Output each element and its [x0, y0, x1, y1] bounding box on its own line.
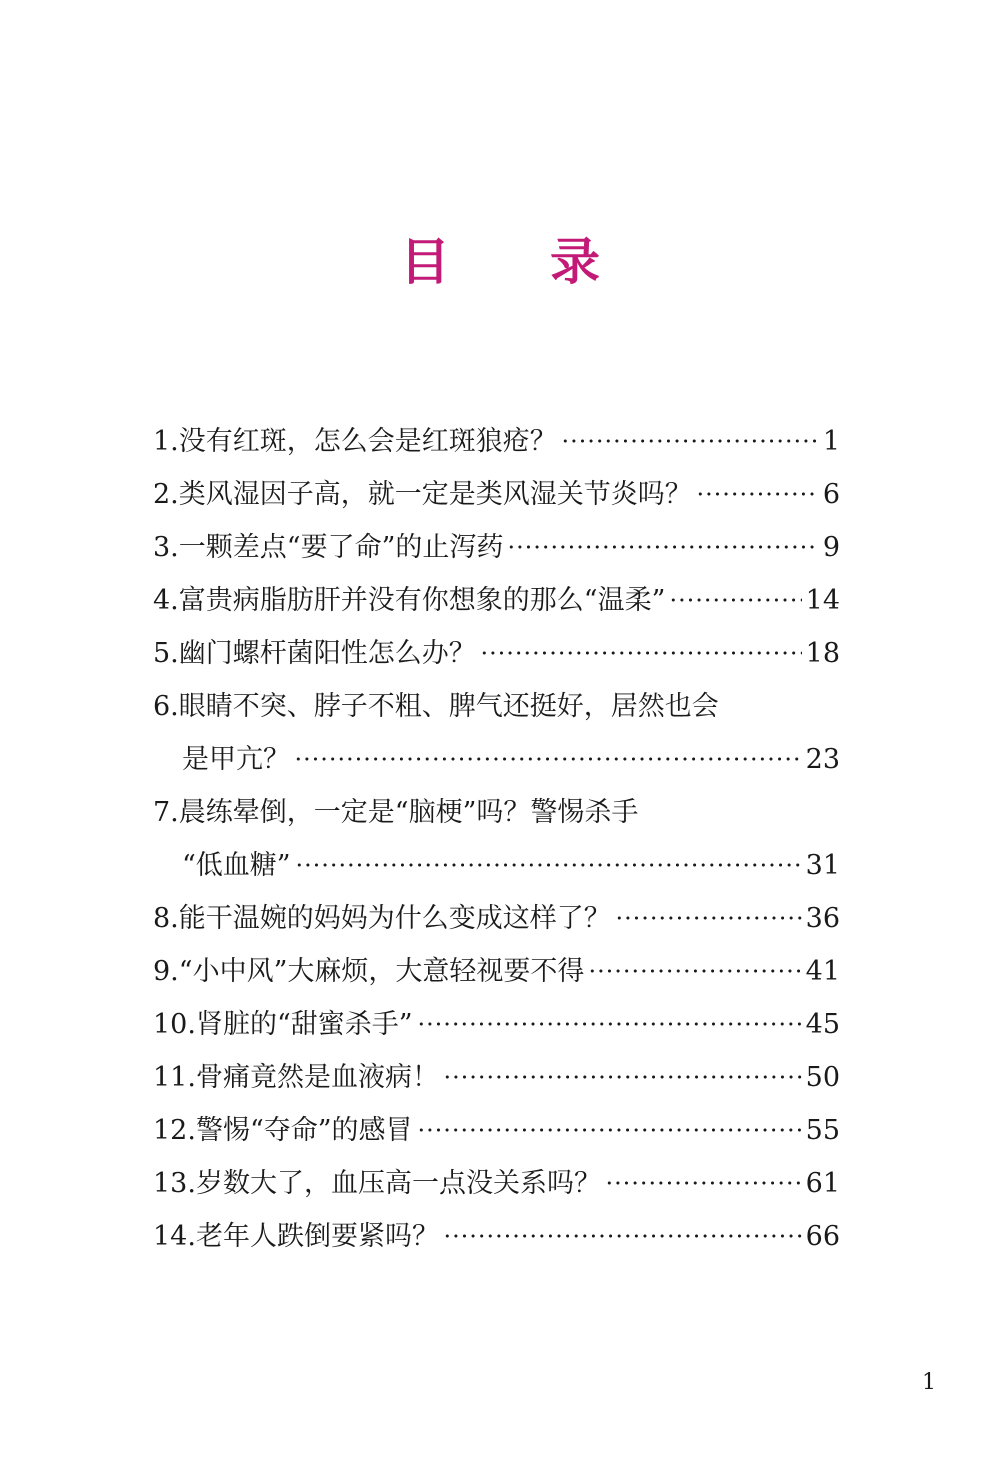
toc-leader-dots: [561, 438, 819, 444]
toc-entry-title: 骨痛竟然是血液病！: [195, 1062, 439, 1093]
toc-entry-page: 66: [805, 1221, 840, 1252]
toc-entry-page: 23: [805, 744, 840, 775]
toc-entry[interactable]: [153, 627, 840, 680]
title-left-char: 目: [400, 233, 450, 291]
toc-leader-dots: [507, 544, 818, 550]
toc-entry-title-continued: “低血糖”: [182, 850, 291, 881]
toc-leader-dots: [669, 597, 801, 603]
toc-entry-number: 3.: [153, 532, 179, 563]
toc-entry-number: 13.: [153, 1168, 196, 1199]
toc-entry-number: 6.: [153, 691, 179, 722]
toc-entry[interactable]: [153, 1051, 840, 1104]
toc-entry[interactable]: [153, 680, 840, 786]
toc-entry-title: 能干温婉的妈妈为什么变成这样了？: [178, 903, 611, 934]
toc-entry-page: 18: [805, 638, 840, 669]
page-title: [0, 222, 1000, 294]
toc-entry-title: 警惕“夺命”的感冒: [195, 1115, 413, 1146]
toc-entry-page: 41: [805, 956, 840, 987]
toc-entry-title: 没有红斑，怎么会是红斑狼疮？: [178, 426, 557, 457]
page-number: 1: [922, 1370, 936, 1395]
toc-entry-number: 11.: [153, 1062, 196, 1093]
toc-entry-number: 7.: [153, 797, 179, 828]
toc-entry-number: 1.: [153, 426, 179, 457]
toc-leader-dots: [696, 491, 819, 497]
toc-entry-title: 幽门螺杆菌阳性怎么办？: [178, 638, 476, 669]
toc-entry[interactable]: [153, 945, 840, 998]
toc-entry-page: 36: [805, 903, 840, 934]
toc-entry[interactable]: [153, 1210, 840, 1263]
toc-entry[interactable]: [153, 521, 840, 574]
toc-entry-page: 45: [805, 1009, 840, 1040]
toc-entry-title: 岁数大了，血压高一点没关系吗？: [195, 1168, 601, 1199]
toc-entry-page: 31: [805, 850, 840, 881]
title-right-char: 录: [550, 233, 600, 291]
toc-leader-dots: [588, 968, 801, 974]
toc-entry[interactable]: [153, 1104, 840, 1157]
toc-entry-page: 6: [822, 479, 840, 510]
toc-entry-title: 眼睛不突、脖子不粗、脾气还挺好，居然也会: [178, 691, 719, 722]
toc-entry-number: 12.: [153, 1115, 196, 1146]
toc-leader-dots: [417, 1021, 802, 1027]
toc-entry-page: 61: [805, 1168, 840, 1199]
toc-leader-dots: [443, 1074, 802, 1080]
toc-leader-dots: [417, 1127, 802, 1133]
toc-entry[interactable]: [153, 786, 840, 892]
toc-entry-title: “小中风”大麻烦，大意轻视要不得: [178, 956, 585, 987]
toc-entry-title: 一颗差点“要了命”的止泻药: [178, 532, 504, 563]
toc-entry-title: 肾脏的“甜蜜杀手”: [195, 1009, 413, 1040]
toc-entry-number: 10.: [153, 1009, 196, 1040]
toc-entry-number: 14.: [153, 1221, 196, 1252]
toc-entry-title: 晨练晕倒，一定是“脑梗”吗？警惕杀手: [178, 797, 639, 828]
toc-entry[interactable]: [153, 468, 840, 521]
toc-entry-number: 8.: [153, 903, 179, 934]
toc-entry-number: 4.: [153, 585, 179, 616]
toc-entry-page: 9: [822, 532, 840, 563]
toc-entry-page: 14: [805, 585, 840, 616]
toc-entry-page: 55: [805, 1115, 840, 1146]
toc-entry[interactable]: [153, 574, 840, 627]
toc-entry-page: 1: [822, 426, 840, 457]
toc-entry-title: 类风湿因子高，就一定是类风湿关节炎吗？: [178, 479, 692, 510]
toc-entry-title-continued: 是甲亢？: [182, 744, 290, 775]
toc-entry-number: 2.: [153, 479, 179, 510]
toc-entry-page: 50: [805, 1062, 840, 1093]
toc-entry-title: 富贵病脂肪肝并没有你想象的那么“温柔”: [178, 585, 666, 616]
toc-leader-dots: [480, 650, 802, 656]
toc-leader-dots: [605, 1180, 802, 1186]
toc-leader-dots: [615, 915, 802, 921]
toc-entry-number: 9.: [153, 956, 179, 987]
toc-entry[interactable]: [153, 415, 840, 468]
toc-leader-dots: [443, 1233, 802, 1239]
toc-entry[interactable]: [153, 892, 840, 945]
toc-leader-dots: [294, 756, 802, 762]
toc-leader-dots: [295, 862, 802, 868]
toc-entry-title: 老年人跌倒要紧吗？: [195, 1221, 439, 1252]
toc-entry[interactable]: [153, 1157, 840, 1210]
toc-entry-number: 5.: [153, 638, 179, 669]
toc-entry[interactable]: [153, 998, 840, 1051]
table-of-contents: [153, 415, 840, 1263]
